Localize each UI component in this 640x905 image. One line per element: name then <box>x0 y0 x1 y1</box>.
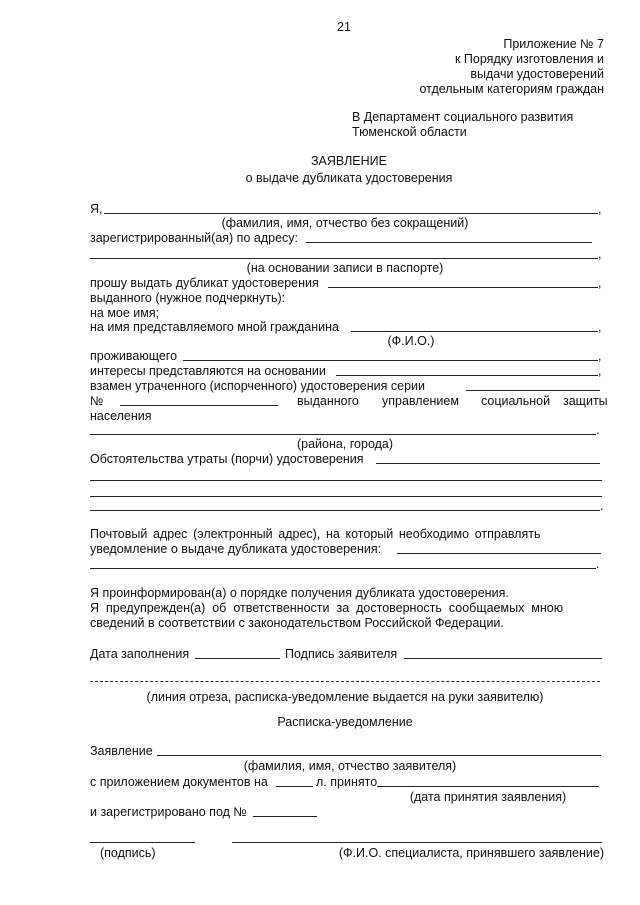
cut-line <box>90 681 600 682</box>
label-applicant-sign: Подпись заявителя <box>285 647 398 661</box>
registration-number-field[interactable] <box>253 816 317 817</box>
appendix-line-2: к Порядку изготовления и <box>454 52 604 66</box>
text-warned-1: Я предупрежден(а) об ответственности за достоверность сообщаемых мною <box>90 601 564 615</box>
label-attachments-post: л. принято <box>316 775 378 789</box>
label-issued-by-1: выданного <box>297 394 359 408</box>
hint-passport: (на основании записи в паспорте) <box>246 261 444 275</box>
receipt-hint-specialist: (Ф.И.О. специалиста, принявшего заявление) <box>338 846 604 860</box>
applicant-sign-field[interactable] <box>404 658 602 659</box>
text-informed: Я проинформирован(а) о порядке получения дубликата удостоверения. <box>90 586 509 600</box>
signature-field[interactable] <box>90 842 195 843</box>
label-issued-by-3: социальной <box>481 394 551 408</box>
label-request: прошу выдать дубликат удостоверения <box>90 276 319 290</box>
receipt-title: Расписка-уведомление <box>277 715 413 729</box>
label-circumstances: Обстоятельства утраты (порчи) удостоверения <box>90 452 364 466</box>
label-instead: взамен утраченного (испорченного) удостоверения серии <box>90 379 425 393</box>
receipt-hint-date: (дата принятия заявления) <box>409 790 567 804</box>
certificate-field[interactable] <box>328 287 598 288</box>
appendix-line-4: отдельным категориям граждан <box>419 82 604 96</box>
label-population: населения <box>90 409 152 423</box>
label-ya: Я, <box>90 202 103 216</box>
label-registered-under: и зарегистрировано под № <box>90 805 247 819</box>
addressee-line-2: Тюменской области <box>352 125 467 139</box>
text-warned-2: сведений в соответствии с законодательством Российской Федерации. <box>90 616 504 630</box>
label-postal-2: уведомление о выдаче дубликата удостоверения: <box>90 542 382 556</box>
label-issued: выданного (нужное подчеркнуть): <box>90 291 286 305</box>
residing-field[interactable] <box>183 360 598 361</box>
circumstances-field-4[interactable] <box>90 510 600 511</box>
fio-field[interactable] <box>104 213 598 214</box>
label-date-filled: Дата заполнения <box>90 647 190 661</box>
page-number: 21 <box>337 20 351 34</box>
circumstances-field-3[interactable] <box>90 496 602 497</box>
specialist-field[interactable] <box>232 842 602 843</box>
addressee-line-1: В Департамент социального развития <box>352 110 574 124</box>
document-title: ЗАЯВЛЕНИЕ <box>310 154 387 168</box>
label-issued-by-2: управлением <box>382 394 459 408</box>
number-field[interactable] <box>120 405 278 406</box>
series-field[interactable] <box>466 390 600 391</box>
label-issued-by-4: защиты <box>563 394 608 408</box>
label-number: № <box>90 394 104 408</box>
label-postal-1: Почтовый адрес (электронный адрес), на который необходимо отправлять <box>90 527 541 541</box>
label-statement: Заявление <box>90 744 153 758</box>
label-registered: зарегистрированный(ая) по адресу: <box>90 231 299 245</box>
address-field-2[interactable] <box>90 258 598 259</box>
hint-fio-short: (Ф.И.О.) <box>387 334 435 348</box>
hint-district: (района, города) <box>296 437 394 451</box>
hint-fio: (фамилия, имя, отчество без сокращений) <box>221 216 469 230</box>
pages-field[interactable] <box>276 786 313 787</box>
receipt-fio-field[interactable] <box>157 755 601 756</box>
district-field[interactable] <box>90 434 596 435</box>
option-to-me[interactable]: на мое имя; <box>90 306 160 320</box>
label-interests: интересы представляются на основании <box>90 364 326 378</box>
interests-field[interactable] <box>336 375 598 376</box>
postal-field-2[interactable] <box>90 568 596 569</box>
appendix-line-3: выдачи удостоверений <box>470 67 604 81</box>
receipt-hint-fio: (фамилия, имя, отчество заявителя) <box>243 759 457 773</box>
circumstances-field-2[interactable] <box>90 480 602 481</box>
postal-field-1[interactable] <box>397 553 601 554</box>
represented-fio-field[interactable] <box>351 331 598 332</box>
receipt-hint-signature: (подпись) <box>100 846 156 860</box>
document-subtitle: о выдаче дубликата удостоверения <box>245 171 453 185</box>
accepted-date-field[interactable] <box>377 786 599 787</box>
label-residing: проживающего <box>90 349 178 363</box>
date-filled-field[interactable] <box>195 658 280 659</box>
label-attachments-pre: с приложением документов на <box>90 775 268 789</box>
appendix-line-1: Приложение № 7 <box>503 37 604 51</box>
address-field-1[interactable] <box>306 242 592 243</box>
cut-line-note: (линия отреза, расписка-уведомление выдается на руки заявителю) <box>146 690 544 704</box>
circumstances-field-1[interactable] <box>376 463 600 464</box>
option-to-represented[interactable]: на имя представляемого мной гражданина <box>90 320 339 334</box>
